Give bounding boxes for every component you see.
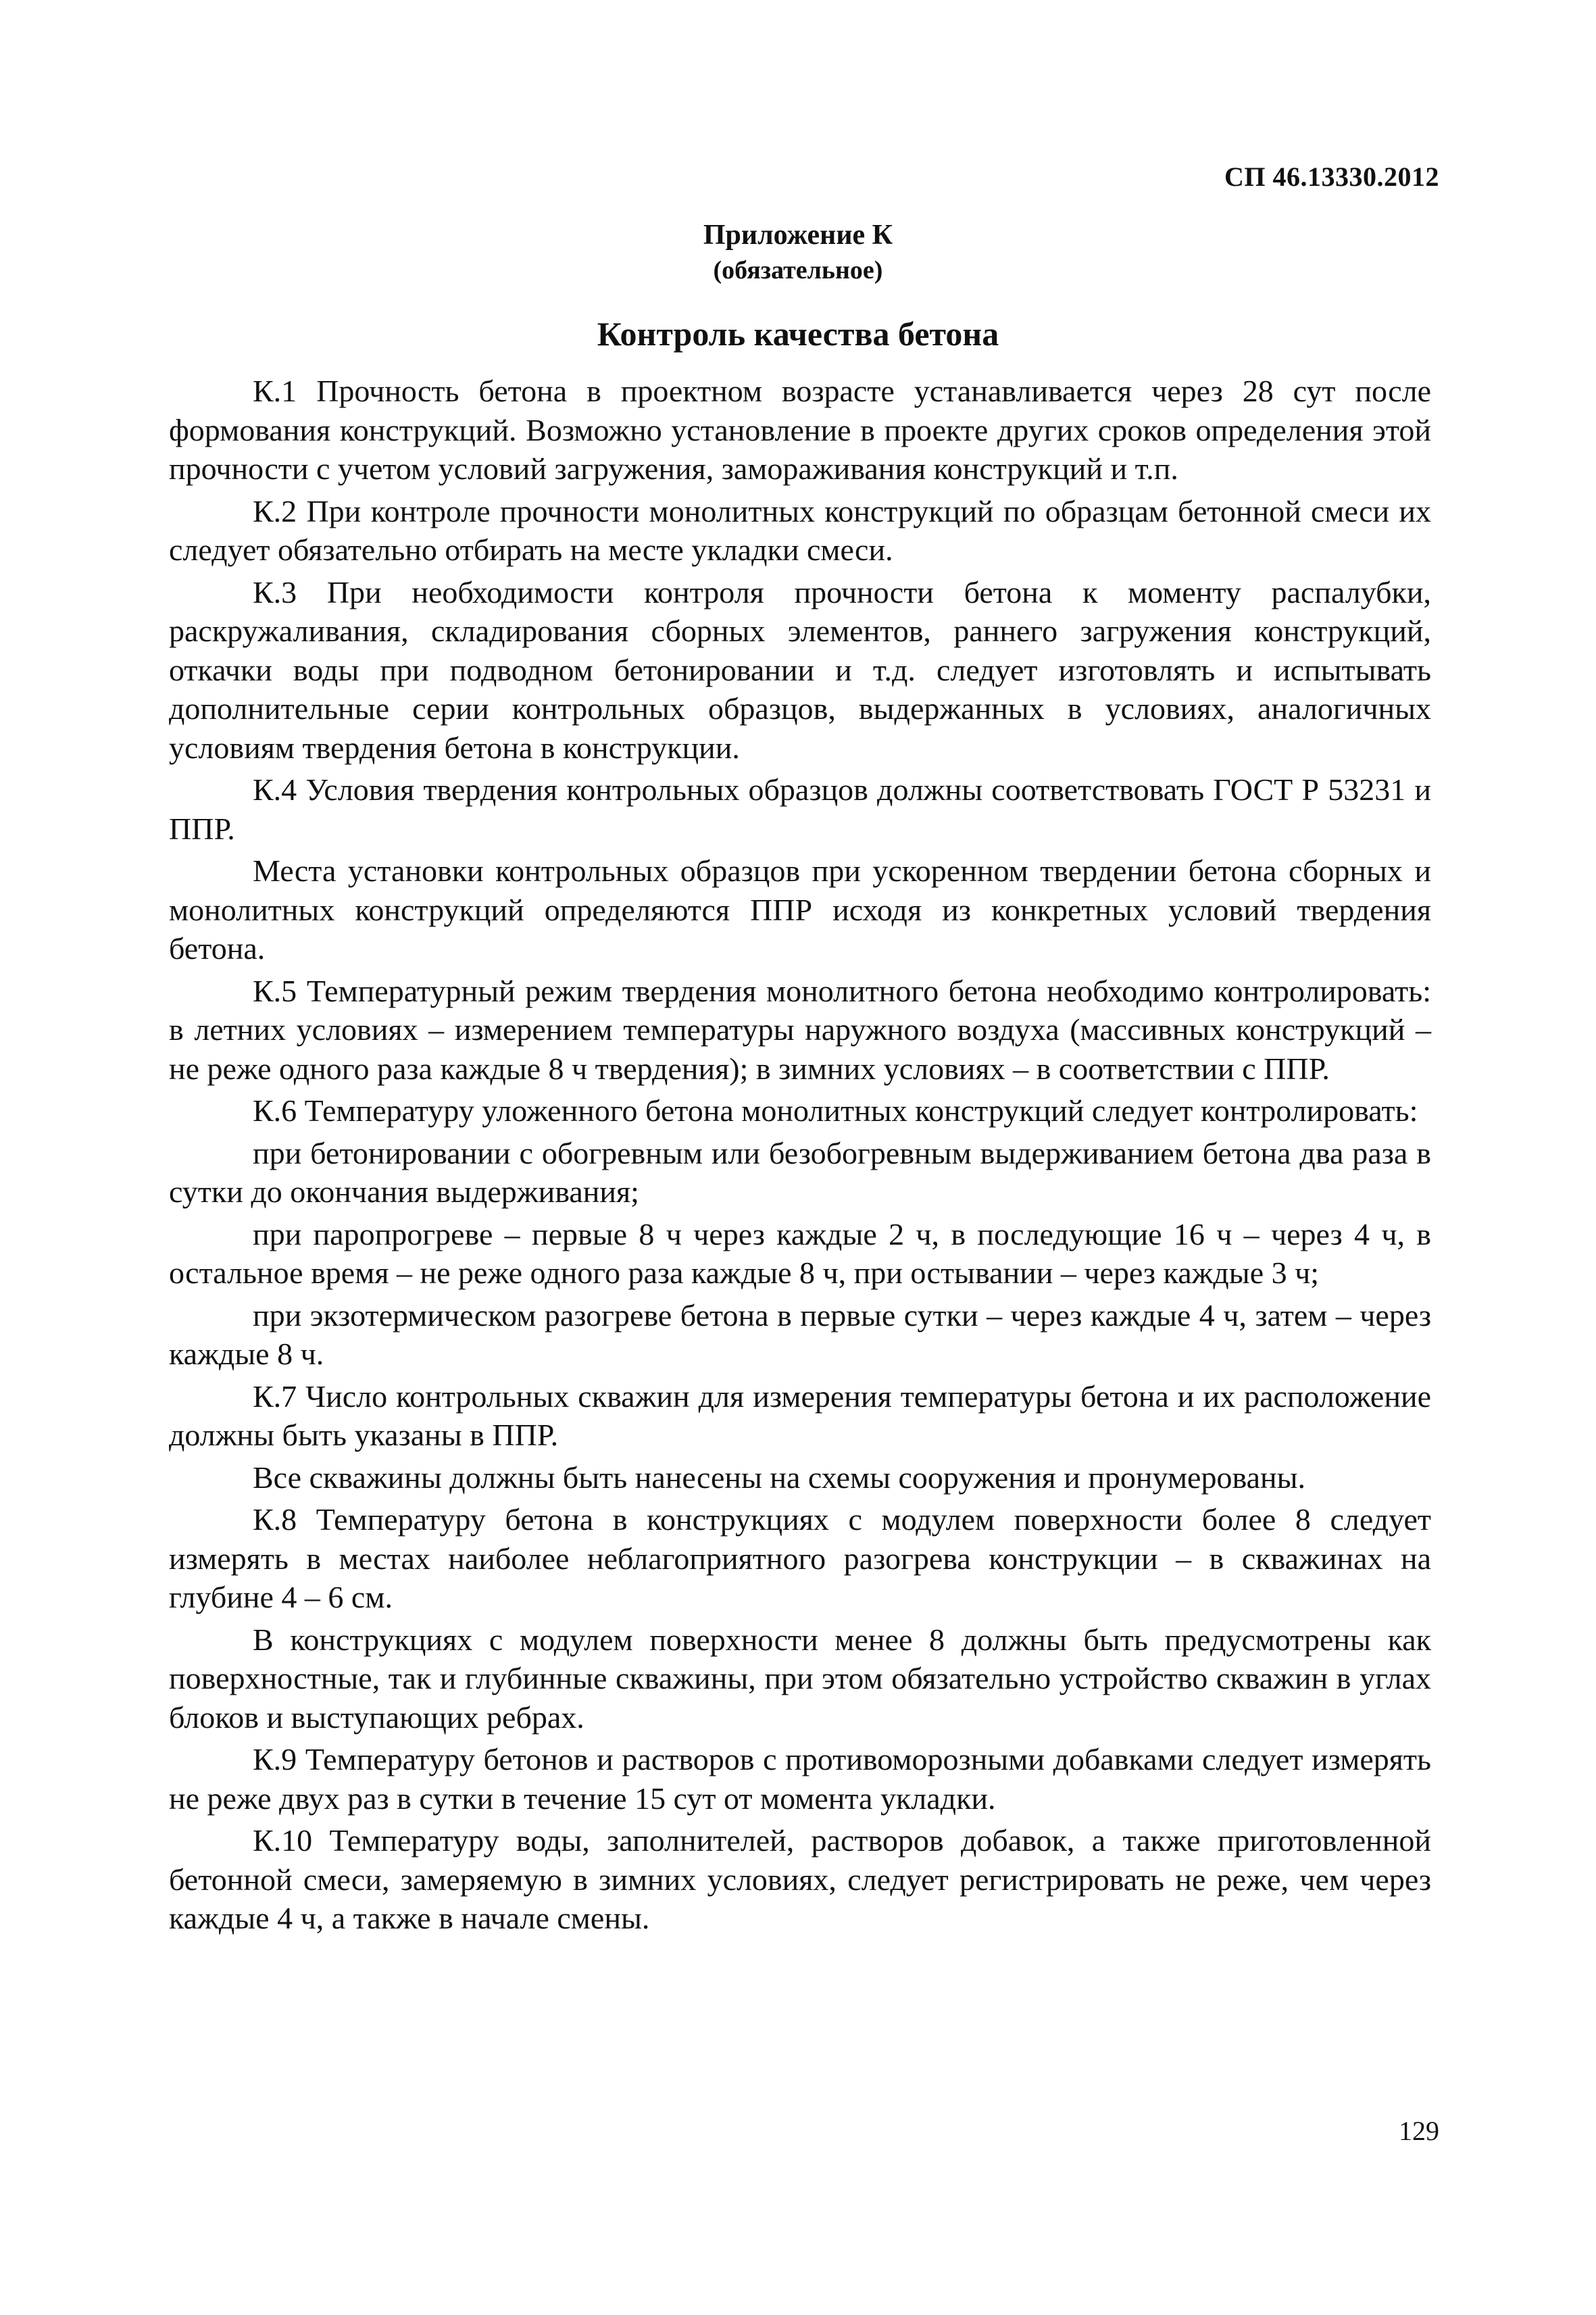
- appendix-title: Приложение К: [703, 220, 893, 251]
- paragraph-k1: К.1 Прочность бетона в проектном возрасте устанавливается через 28 сут после формования конструкций. Возможно установление в проекте других сроков определения этой прочности с учетом условий загружения, замораживания конструкций и т.п.: [169, 374, 1431, 486]
- appendix-note: (обязательное): [713, 256, 883, 284]
- paragraph-k6-exothermic: при экзотермическом разогреве бетона в первые сутки – через каждые 4 ч, затем – через каждые 8 ч.: [169, 1297, 1431, 1371]
- document-code: СП 46.13330.2012: [1224, 161, 1439, 192]
- paragraph-k2: К.2 При контроле прочности монолитных конструкций по образцам бетонной смеси их следует обязательно отбирать на месте укладки смеси.: [169, 493, 1431, 567]
- paragraph-k5: К.5 Температурный режим твердения монолитного бетона необходимо контролировать: в летних условиях – измерением температуры наружного воздуха (массивных конструкций – не реже одного раза каждые 8 ч твердения); в зимних условиях – в соответствии с ППР.: [169, 973, 1431, 1086]
- paragraph-k3: К.3 При необходимости контроля прочности бетона к моменту распалубки, раскружаливания, складирования сборных элементов, раннего загружения конструкций, откачки воды при подводном бетонировании и т.д. следует изготовлять и испытывать дополнительные серии контрольных образцов, выдержанных в условиях, аналогичных условиям твердения бетона в конструкции.: [169, 574, 1431, 765]
- paragraph-k9: К.9 Температуру бетонов и растворов с противоморозными добавками следует измерять не реже двух раз в сутки в течение 15 сут от момента укладки.: [169, 1742, 1431, 1816]
- paragraph-k7-wells: Все скважины должны быть нанесены на схемы сооружения и пронумерованы.: [253, 1460, 1306, 1495]
- paragraph-k4: К.4 Условия твердения контрольных образцов должны соответствовать ГОСТ Р 53231 и ППР.: [169, 772, 1431, 846]
- paragraph-k8: К.8 Температуру бетона в конструкциях с модулем поверхности более 8 следует измерять в местах наиболее неблагоприятного разогрева конструкции – в скважинах на глубине 4 – 6 см.: [169, 1502, 1431, 1614]
- paragraph-k6-concreting: при бетонировании с обогревным или безобогревным выдерживанием бетона два раза в сутки до окончания выдерживания;: [169, 1135, 1431, 1209]
- section-title: Контроль качества бетона: [597, 315, 999, 353]
- paragraph-k6: К.6 Температуру уложенного бетона монолитных конструкций следует контролировать:: [253, 1093, 1418, 1128]
- paragraph-k7: К.7 Число контрольных скважин для измерения температуры бетона и их расположение должны быть указаны в ППР.: [169, 1378, 1431, 1452]
- paragraph-k10: К.10 Температуру воды, заполнителей, растворов добавок, а также приготовленной бетонной смеси, замеряемую в зимних условиях, следует регистрировать не реже, чем через каждые 4 ч, а также в начале смены.: [169, 1823, 1431, 1935]
- body-text: [169, 372, 1431, 1941]
- paragraph-k6-steam: при паропрогреве – первые 8 ч через каждые 2 ч, в последующие 16 ч – через 4 ч, в остальное время – не реже одного раза каждые 8 ч, при остывании – через каждые 3 ч;: [169, 1216, 1431, 1290]
- page-number: 129: [1399, 2116, 1439, 2146]
- paragraph-k8-surface: В конструкциях с модулем поверхности менее 8 должны быть предусмотрены как поверхностные, так и глубинные скважины, при этом обязательно устройство скважин в углах блоков и выступающих ребрах.: [169, 1622, 1431, 1735]
- paragraph-k4-samples: Места установки контрольных образцов при ускоренном твердении бетона сборных и монолитных конструкций определяются ППР исходя из конкретных условий твердения бетона.: [169, 853, 1431, 966]
